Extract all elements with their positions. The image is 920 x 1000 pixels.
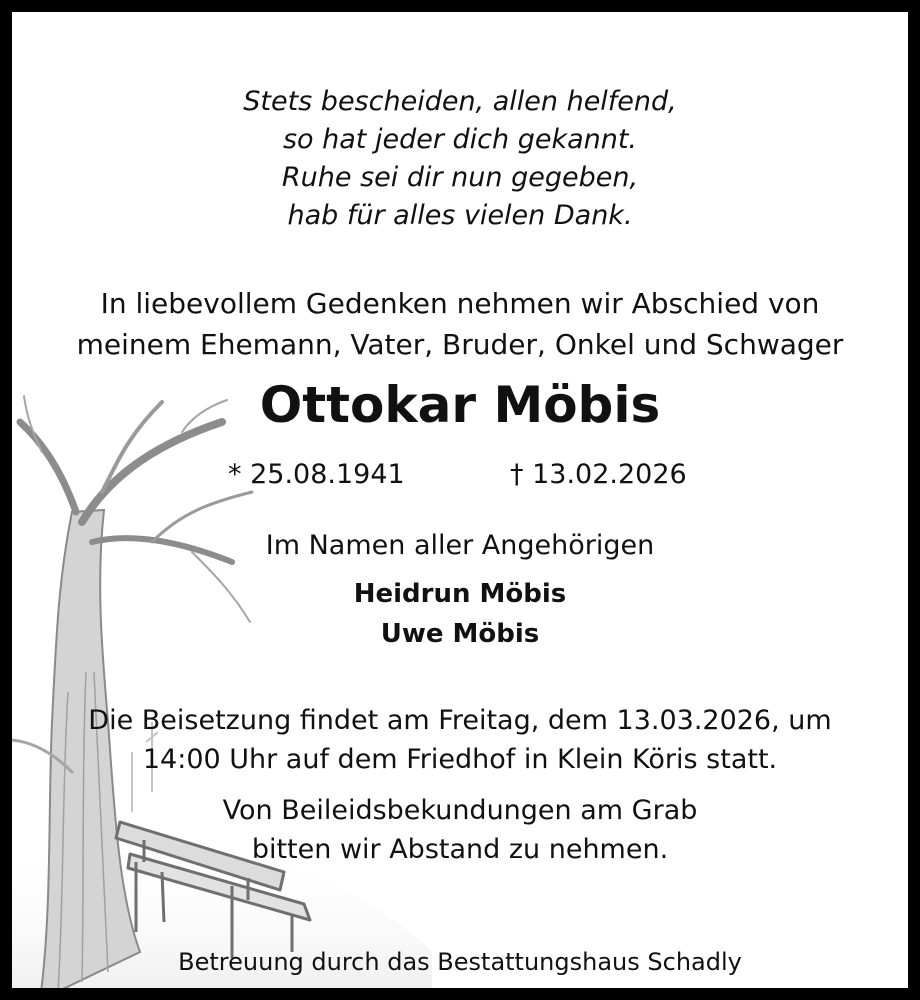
burial-line-2: 14:00 Uhr auf dem Friedhof in Klein Köris statt. [142, 744, 778, 775]
mourner-name-2: Uwe Möbis [380, 619, 540, 649]
funeral-home-credit: Betreuung durch das Bestattungshaus Schadly [178, 948, 742, 976]
death-date: † 13.02.2026 [510, 459, 687, 490]
intro-line-1: In liebevollem Gedenken nehmen wir Abschied von [100, 287, 820, 320]
mourner-name-1: Heidrun Möbis [353, 579, 567, 609]
birth-date: * 25.08.1941 [228, 459, 405, 490]
poem-line-3: Ruhe sei dir nun gegeben, [281, 162, 639, 193]
mourners-intro: Im Namen aller Angehörigen [265, 530, 655, 561]
intro-line-2: meinem Ehemann, Vater, Bruder, Onkel und Schwager [76, 328, 844, 361]
burial-line-1: Die Beisetzung findet am Freitag, dem 13.03.2026, um [88, 705, 832, 736]
deceased-name: Ottokar Möbis [259, 376, 661, 434]
condolence-line-1: Von Beileidsbekundungen am Grab [222, 795, 698, 826]
poem-line-2: so hat jeder dich gekannt. [282, 124, 638, 155]
poem-line-4: hab für alles vielen Dank. [287, 200, 633, 231]
condolence-line-2: bitten wir Abstand zu nehmen. [251, 834, 669, 865]
poem-line-1: Stets bescheiden, allen helfend, [243, 86, 677, 117]
